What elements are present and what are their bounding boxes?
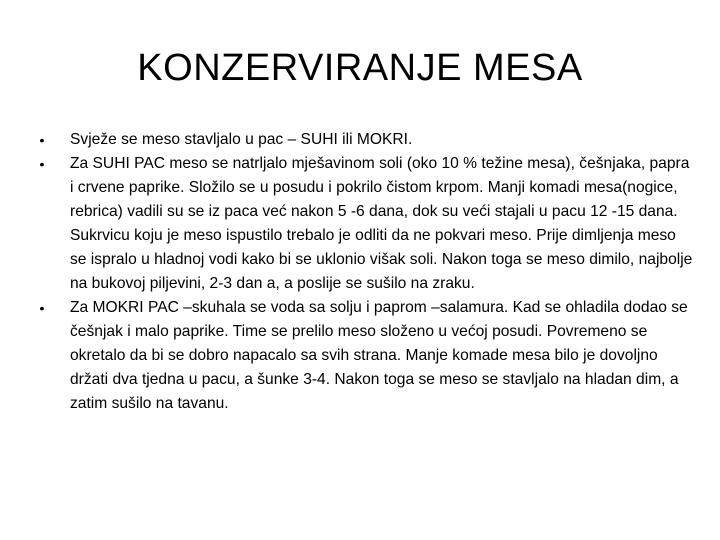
bullet-marker: • (39, 300, 45, 316)
bullet-item-2 (36, 152, 696, 296)
bullet-list (36, 128, 696, 416)
bullet-text: Za MOKRI PAC –skuhala se voda sa solju i paprom –salamura. Kad se ohladila dodao se češnjak i malo paprike. Time se prelilo meso složeno u većoj posudi. Povremeno se okretalo da bi se dobro napacalo sa svih strana. Manje komade mesa bilo je dovoljno držati dva tjedna u pacu, a šunke 3-4. Nakon toga se meso se stavljalo na hladan dim, a zatim sušilo na tavanu. (70, 299, 688, 412)
slide-title: KONZERVIRANJE MESA (137, 47, 583, 89)
bullet-marker: • (39, 132, 45, 148)
bullet-item-1 (36, 128, 696, 152)
bullet-text: Za SUHI PAC meso se natrljalo mješavinom soli (oko 10 % težine mesa), češnjaka, papra i crvene paprike. Složilo se u posudu i pokrilo čistom krpom. Manji komadi mesa(nogice, rebrica) vadili su se iz paca već nakon 5 -6 dana, dok su veći stajali u pacu 12 -15 dana. Sukrvicu koju je meso ispustilo trebalo je odliti da ne pokvari meso. Prije dimljenja meso se ispralo u hladnoj vodi kako bi se uklonio višak soli. Nakon toga se meso dimilo, najbolje na bukovoj piljevini, 2-3 dan a, a poslije se sušilo na zraku. (70, 155, 693, 292)
bullet-marker: • (39, 156, 45, 172)
bullet-text: Svježe se meso stavljalo u pac – SUHI ili MOKRI. (70, 131, 413, 148)
bullet-item-3 (36, 296, 696, 416)
